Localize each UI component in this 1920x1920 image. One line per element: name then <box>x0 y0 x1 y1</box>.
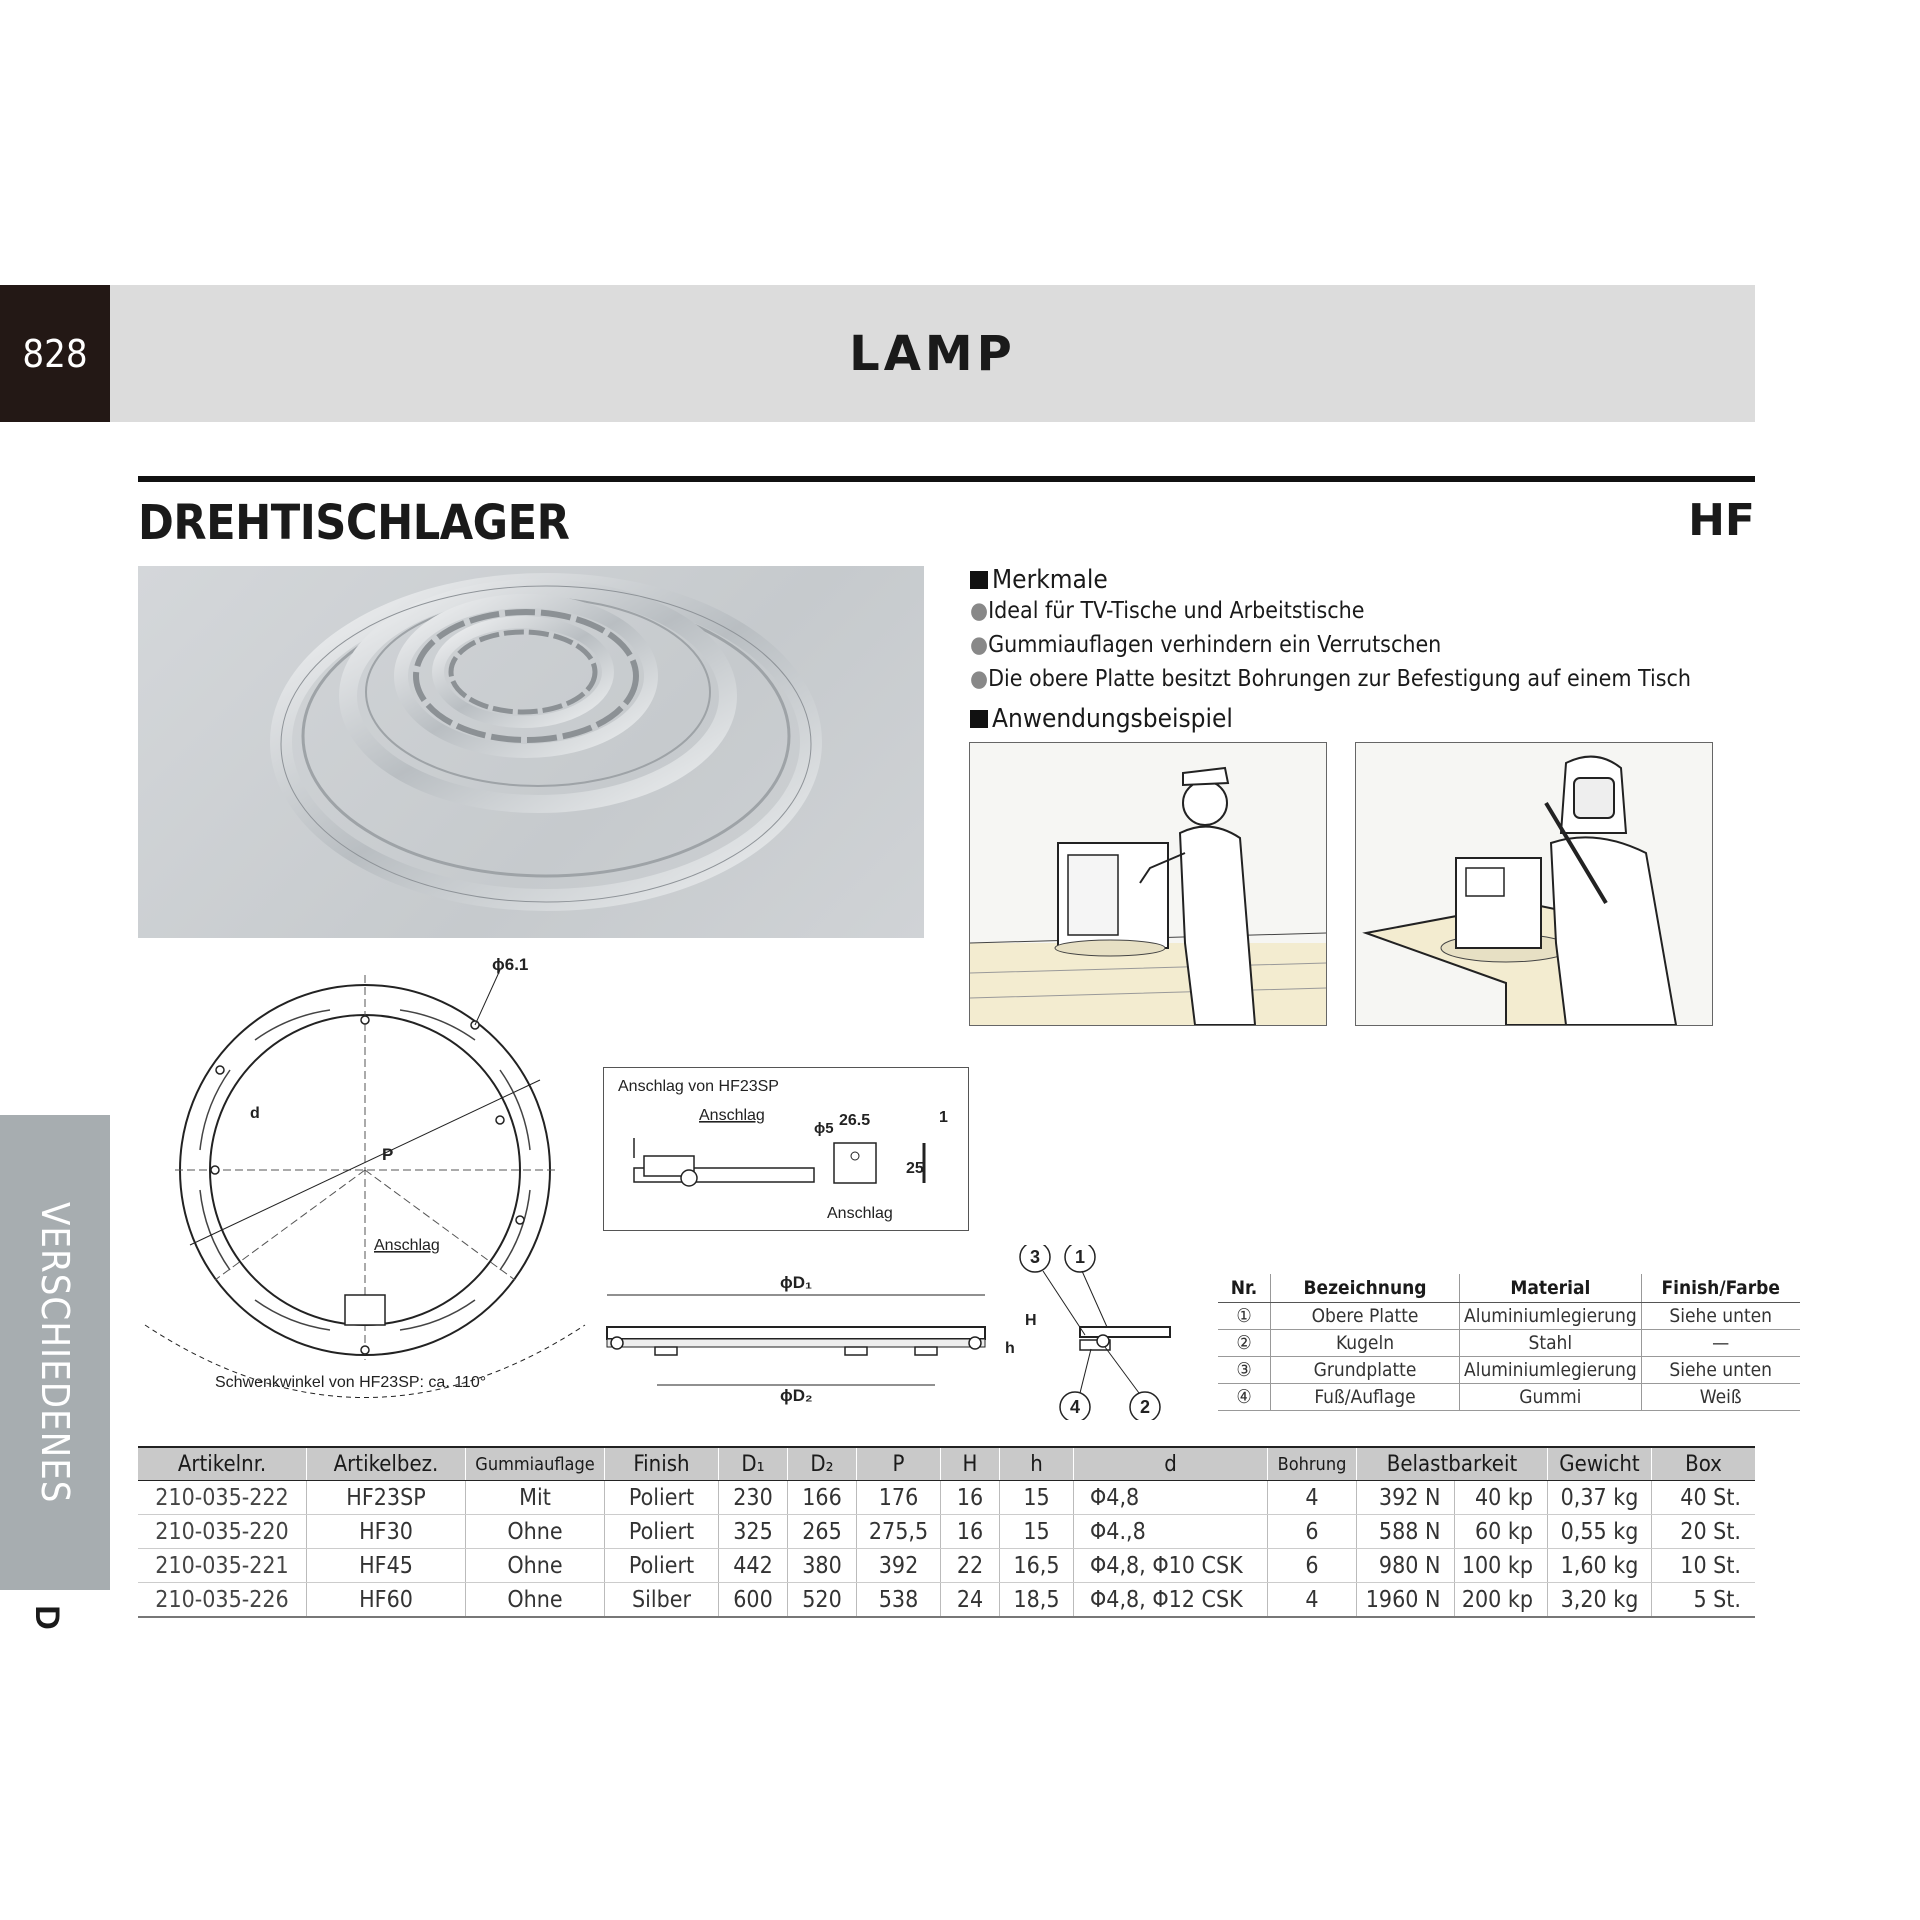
parts-cell: Siehe unten <box>1641 1303 1800 1330</box>
label-phiD1: ϕD₁ <box>780 1273 813 1292</box>
spec-row <box>138 1515 1755 1549</box>
parts-table-row <box>1218 1330 1800 1357</box>
parts-cell: Aluminiumlegierung <box>1460 1303 1642 1330</box>
spec-row <box>138 1549 1755 1583</box>
workbench-illustration <box>1355 742 1713 1026</box>
label-phiD2: ϕD₂ <box>780 1386 813 1405</box>
label-p: P <box>382 1145 394 1164</box>
cell-d2: 166 <box>788 1481 857 1515</box>
parts-cell: — <box>1641 1330 1800 1357</box>
circle-bullet-icon: ● <box>970 598 989 624</box>
cell-artikelbez: HF30 <box>307 1515 466 1549</box>
label-anschlag: Anschlag <box>374 1237 440 1254</box>
cell-gummiauflage: Ohne <box>466 1515 605 1549</box>
parts-col-finish: Finish/Farbe <box>1641 1274 1800 1303</box>
stop-detail-title: Anschlag von HF23SP <box>618 1078 779 1095</box>
stop-detail-drawing <box>604 1068 968 1230</box>
cell-d2: 380 <box>788 1549 857 1583</box>
features-heading <box>970 565 1108 595</box>
spec-row <box>138 1583 1755 1618</box>
cell-d: Φ4.,8 <box>1074 1515 1268 1549</box>
welder-worker-drawing <box>1356 743 1712 1025</box>
cell-d: Φ4,8, Φ12 CSK <box>1074 1583 1268 1618</box>
parts-table-row <box>1218 1384 1800 1411</box>
parts-cell: ① <box>1218 1303 1271 1330</box>
cell-load-n: 1960 N <box>1357 1583 1455 1618</box>
cell-bohrung: 6 <box>1268 1515 1357 1549</box>
feature-text: Ideal für TV-Tische und Arbeitstische <box>988 598 1365 624</box>
cell-artikelbez: HF45 <box>307 1549 466 1583</box>
cell-gewicht: 0,37 kg <box>1548 1481 1652 1515</box>
cell-artikelnr: 210-035-221 <box>138 1549 307 1583</box>
cell-artikelnr: 210-035-220 <box>138 1515 307 1549</box>
spec-table-header <box>138 1447 1755 1481</box>
cell-h: 18,5 <box>1000 1583 1074 1618</box>
col-gewicht: Gewicht <box>1548 1447 1652 1481</box>
feature-item <box>970 598 1365 624</box>
cell-d1: 325 <box>719 1515 788 1549</box>
col-d2: D₂ <box>788 1447 857 1481</box>
parts-cell: Aluminiumlegierung <box>1460 1357 1642 1384</box>
cell-load-kp: 40 kp <box>1455 1481 1548 1515</box>
col-h: h <box>1000 1447 1074 1481</box>
cell-finish: Poliert <box>605 1481 719 1515</box>
cell-box: 40 St. <box>1652 1481 1756 1515</box>
col-box: Box <box>1652 1447 1756 1481</box>
label-phi61: ϕ6.1 <box>492 955 529 974</box>
label-1: 1 <box>939 1109 948 1126</box>
section-tab-label <box>0 1115 110 1590</box>
circle-bullet-icon: ● <box>970 666 989 692</box>
cell-bohrung: 4 <box>1268 1583 1357 1618</box>
cell-finish: Poliert <box>605 1515 719 1549</box>
feature-item <box>970 632 1441 658</box>
square-bullet-icon <box>970 710 988 728</box>
col-d: d <box>1074 1447 1268 1481</box>
cell-p: 538 <box>857 1583 941 1618</box>
cell-h: 15 <box>1000 1515 1074 1549</box>
cell-artikelnr: 210-035-226 <box>138 1583 307 1618</box>
parts-cell: Fuß/Auflage <box>1271 1384 1460 1411</box>
spec-row <box>138 1481 1755 1515</box>
callout-2: 2 <box>1140 1397 1151 1417</box>
cell-gewicht: 1,60 kg <box>1548 1549 1652 1583</box>
cell-d: Φ4,8 <box>1074 1481 1268 1515</box>
col-finish: Finish <box>605 1447 719 1481</box>
parts-cell: Siehe unten <box>1641 1357 1800 1384</box>
cell-p: 176 <box>857 1481 941 1515</box>
feature-text: Gummiauflagen verhindern ein Verrutschen <box>988 632 1442 658</box>
feature-text: Die obere Platte besitzt Bohrungen zur Befestigung auf einem Tisch <box>988 666 1692 692</box>
parts-cell: Kugeln <box>1271 1330 1460 1357</box>
cell-box: 20 St. <box>1652 1515 1756 1549</box>
cell-finish: Silber <box>605 1583 719 1618</box>
label-phi5: ϕ5 <box>814 1120 834 1137</box>
callout-1: 1 <box>1075 1247 1086 1267</box>
cell-finish: Poliert <box>605 1549 719 1583</box>
parts-table-row <box>1218 1357 1800 1384</box>
col-H: H <box>941 1447 1000 1481</box>
cell-load-n: 588 N <box>1357 1515 1455 1549</box>
cell-box: 5 St. <box>1652 1583 1756 1618</box>
cell-p: 275,5 <box>857 1515 941 1549</box>
cell-load-kp: 200 kp <box>1455 1583 1548 1618</box>
label-25: 25 <box>906 1160 924 1177</box>
cell-p: 392 <box>857 1549 941 1583</box>
cell-load-n: 392 N <box>1357 1481 1455 1515</box>
cell-H: 16 <box>941 1515 1000 1549</box>
parts-cell: Obere Platte <box>1271 1303 1460 1330</box>
parts-table <box>1218 1274 1800 1411</box>
cell-gummiauflage: Mit <box>466 1481 605 1515</box>
label-265: 26.5 <box>839 1112 871 1129</box>
section-view-drawing <box>595 1245 1175 1420</box>
callout-4: 4 <box>1070 1397 1081 1417</box>
feature-item <box>970 666 1691 692</box>
page-number <box>0 285 110 422</box>
tv-worker-drawing <box>970 743 1326 1025</box>
page-title: DREHTISCHLAGER <box>138 495 570 551</box>
parts-cell: Grundplatte <box>1271 1357 1460 1384</box>
features-heading-text: Merkmale <box>992 565 1108 595</box>
col-artikelnr: Artikelnr. <box>138 1447 307 1481</box>
cell-h: 15 <box>1000 1481 1074 1515</box>
square-bullet-icon <box>970 571 988 589</box>
cell-load-kp: 100 kp <box>1455 1549 1548 1583</box>
cell-d1: 600 <box>719 1583 788 1618</box>
cell-gewicht: 0,55 kg <box>1548 1515 1652 1549</box>
spec-table <box>138 1446 1755 1618</box>
parts-cell: Weiß <box>1641 1384 1800 1411</box>
brand-text: LAMP <box>849 325 1016 382</box>
product-photo <box>138 566 924 938</box>
section-letter: D <box>27 1605 66 1630</box>
turntable-bearings-image <box>138 566 924 938</box>
tv-table-illustration <box>969 742 1327 1026</box>
cell-d2: 265 <box>788 1515 857 1549</box>
parts-col-name: Bezeichnung <box>1271 1274 1460 1303</box>
col-gummiauflage: Gummiauflage <box>466 1447 605 1481</box>
ring-top-view-drawing <box>130 950 600 1420</box>
cell-d: Φ4,8, Φ10 CSK <box>1074 1549 1268 1583</box>
cell-load-kp: 60 kp <box>1455 1515 1548 1549</box>
col-d1: D₁ <box>719 1447 788 1481</box>
cell-box: 10 St. <box>1652 1549 1756 1583</box>
leader-phi61 <box>475 970 500 1025</box>
callout-3: 3 <box>1030 1247 1041 1267</box>
parts-cell: ④ <box>1218 1384 1271 1411</box>
stop-detail-box <box>603 1067 969 1231</box>
cell-bohrung: 4 <box>1268 1481 1357 1515</box>
cell-artikelbez: HF23SP <box>307 1481 466 1515</box>
label-swing-angle: Schwenkwinkel von HF23SP: ca. 110° <box>215 1374 487 1391</box>
label-d: d <box>250 1105 260 1122</box>
cell-H: 24 <box>941 1583 1000 1618</box>
cell-gummiauflage: Ohne <box>466 1549 605 1583</box>
parts-cell: ③ <box>1218 1357 1271 1384</box>
cell-h: 16,5 <box>1000 1549 1074 1583</box>
page-number-text: 828 <box>22 331 88 376</box>
parts-table-row <box>1218 1303 1800 1330</box>
brand-logo <box>110 285 1755 422</box>
col-bohrung: Bohrung <box>1268 1447 1357 1481</box>
cell-load-n: 980 N <box>1357 1549 1455 1583</box>
label-h: h <box>1005 1340 1015 1357</box>
col-belastbarkeit: Belastbarkeit <box>1357 1447 1548 1481</box>
cell-gewicht: 3,20 kg <box>1548 1583 1652 1618</box>
cell-d2: 520 <box>788 1583 857 1618</box>
label-H: H <box>1025 1312 1037 1329</box>
title-rule <box>138 476 1755 482</box>
parts-col-material: Material <box>1460 1274 1642 1303</box>
cell-gummiauflage: Ohne <box>466 1583 605 1618</box>
label-anschlag-detail: Anschlag <box>699 1107 765 1124</box>
parts-col-nr: Nr. <box>1218 1274 1271 1303</box>
stop-block <box>345 1295 385 1325</box>
label-anschlag-bottom: Anschlag <box>827 1205 893 1222</box>
parts-cell: ② <box>1218 1330 1271 1357</box>
cell-artikelbez: HF60 <box>307 1583 466 1618</box>
cell-d1: 230 <box>719 1481 788 1515</box>
cell-H: 22 <box>941 1549 1000 1583</box>
parts-cell: Gummi <box>1460 1384 1642 1411</box>
example-heading-text: Anwendungsbeispiel <box>992 704 1233 734</box>
section-tab-text: VERSCHIEDENES <box>33 1201 77 1504</box>
series-code: HF <box>1688 495 1755 546</box>
example-heading <box>970 704 1233 734</box>
cell-H: 16 <box>941 1481 1000 1515</box>
col-p: P <box>857 1447 941 1481</box>
parts-cell: Stahl <box>1460 1330 1642 1357</box>
cell-bohrung: 6 <box>1268 1549 1357 1583</box>
circle-bullet-icon: ● <box>970 632 989 658</box>
col-artikelbez: Artikelbez. <box>307 1447 466 1481</box>
parts-table-header <box>1218 1274 1800 1303</box>
cell-artikelnr: 210-035-222 <box>138 1481 307 1515</box>
cell-d1: 442 <box>719 1549 788 1583</box>
